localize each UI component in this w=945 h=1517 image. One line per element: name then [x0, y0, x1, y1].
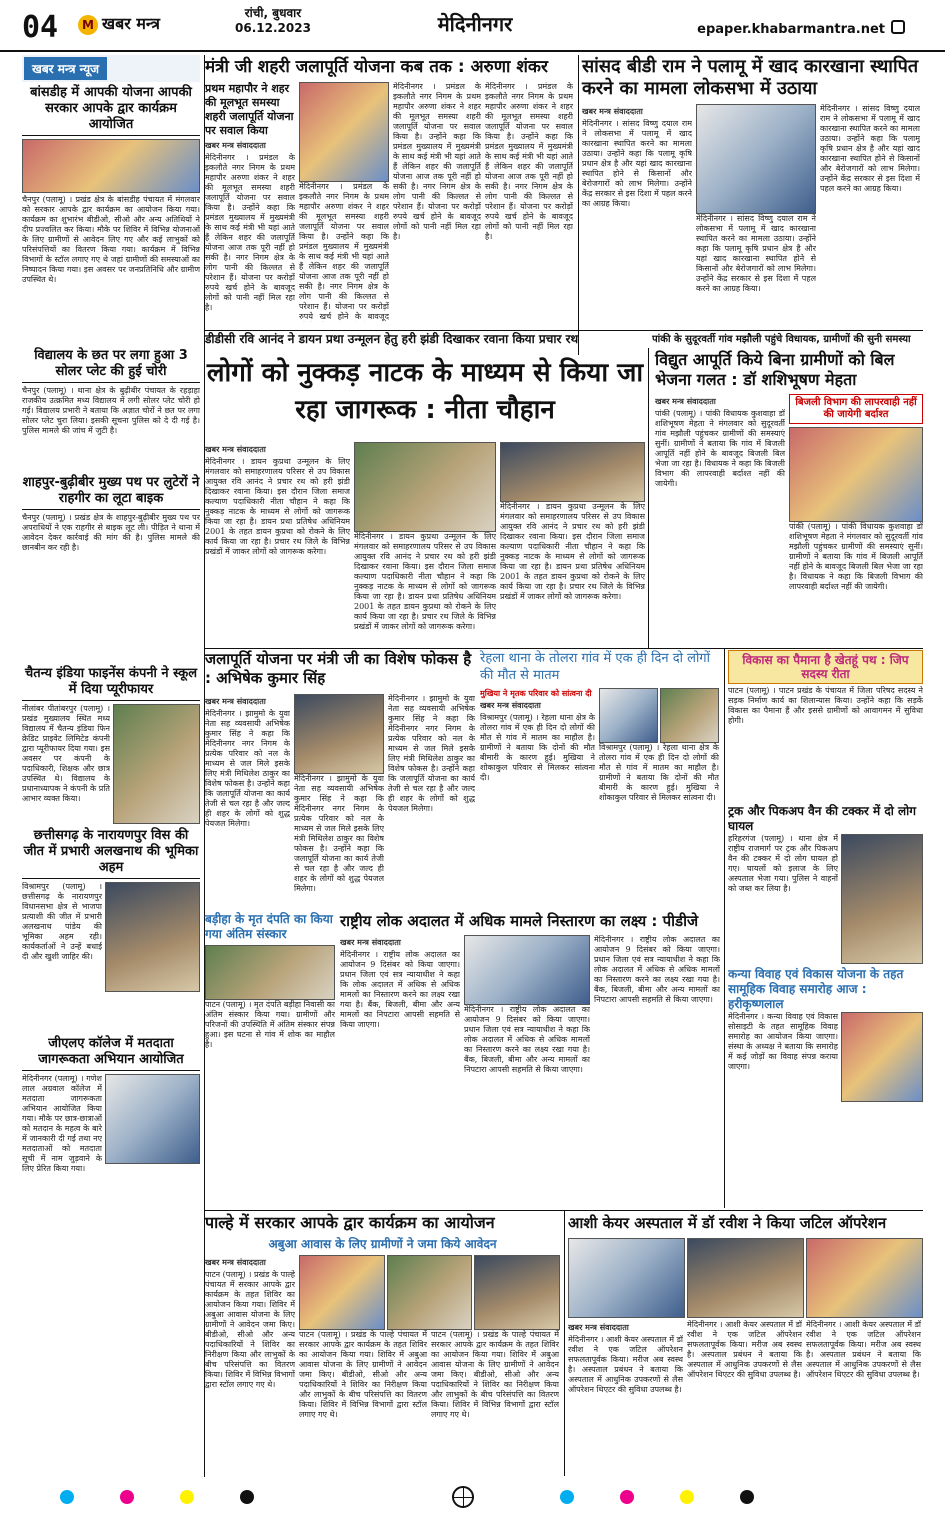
- story-body: मेदिनीनगर । राष्ट्रीय लोक अदालत का आयोजन 9 दिसंबर को किया जाएगा। प्रधान जिला एवं सत्र न्यायाधीश ने कहा कि लोक अदालत में अधिक से अधिक मामलों का निस्तारण करने का लक्ष्य रखा गया है। बैंक, बिजली, बीमा और अन्य मामलों का निपटारा आपसी सहमति से किया जाएगा।: [464, 1005, 590, 1074]
- mehta-story: खबर मन्त्र संवाददाता पांकी (पलामू) । पांकी विधायक कुशवाहा डॉ शशिभूषण मेहता ने मंगलवार को सुदूरवर्ती गांव मझौली पहुंचकर ग्रामीणों की समस्याएं सुनीं। ग्रामीणों ने बताया कि गांव में बिजली आपूर्ति नहीं होने के बावजूद बिजली बिल भेजा जा रहा है। विधायक ने कहा कि बिजली विभाग की लापरवाही बर्दाश्त नहीं की जायेगी। बिजली विभाग की लापरवाही नहीं की जायेगी बर्दाश्त पांकी (पलामू) । पांकी विधायक कुशवाहा डॉ शशिभूषण मेहता ने मंगलवार को सुदूरवर्ती गांव मझौली पहुंचकर ग्रामीणों की समस्याएं सुनीं। ग्रामीणों ने बताया कि गांव में बिजली आपूर्ति नहीं होने के बावजूद बिजली बिल भेजा जा रहा है। विधायक ने कहा कि बिजली विभाग की लापरवाही बर्दाश्त नहीं की जायेगी।: [655, 394, 923, 644]
- lok-story: खबर मन्त्र संवाददाता मेदिनीनगर । राष्ट्रीय लोक अदालत का आयोजन 9 दिसंबर को किया जाएगा। प्रधान जिला एवं सत्र न्यायाधीश ने कहा कि लोक अदालत में अधिक से अधिक मामलों का निस्तारण करने का लक्ष्य रखा गया है। बैंक, बिजली, बीमा और अन्य मामलों का निपटारा आपसी सहमति से किया जाएगा। मेदिनीनगर । राष्ट्रीय लोक अदालत का आयोजन 9 दिसंबर को किया जाएगा। प्रधान जिला एवं सत्र न्यायाधीश ने कहा कि लोक अदालत में अधिक से अधिक मामलों का निस्तारण करने का लक्ष्य रखा गया है। बैंक, बिजली, बीमा और अन्य मामलों का निपटारा आपसी सहमति से किया जाएगा। मेदिनीनगर । राष्ट्रीय लोक अदालत का आयोजन 9 दिसंबर को किया जाएगा। प्रधान जिला एवं सत्र न्यायाधीश ने कहा कि लोक अदालत में अधिक से अधिक मामलों का निस्तारण करने का लक्ष्य रखा गया है। बैंक, बिजली, बीमा और अन्य मामलों का निपटारा आपसी सहमति से किया जाएगा।: [340, 935, 720, 1207]
- sub-head: मुखिया ने मृतक परिवार को सांत्वना दी: [480, 688, 592, 698]
- headline-palhe: पाल्हे में सरकार आपके द्वार कार्यक्रम का आयोजन: [205, 1213, 495, 1232]
- story-headline: शाहपुर-बुढ़ीबीर मुख्य पथ पर लुटेरों ने राहगीर का लूटा बाइक: [22, 475, 200, 510]
- registration-dot: [740, 1490, 754, 1504]
- story-headline: बांसडीह में आपकी योजना आपकी सरकार आपके द्वार कार्यक्रम आयोजित: [22, 85, 200, 136]
- story-body: पांकी (पलामू) । पांकी विधायक कुशवाहा डॉ शशिभूषण मेहता ने मंगलवार को सुदूरवर्ती गांव मझौली पहुंचकर ग्रामीणों की समस्याएं सुनीं। ग्रामीणों ने बताया कि गांव में बिजली आपूर्ति नहीं होने के बावजूद बिजली बिल भेजा जा रहा है। विधायक ने कहा कि बिजली विभाग की लापरवाही बर्दाश्त नहीं की जायेगी।: [655, 409, 785, 488]
- story-body: मेदिनीनगर । झामुमो के युवा नेता सह व्यवसायी अभिषेक कुमार सिंह ने कहा कि मेदिनीनगर नगर निगम के प्रत्येक परिवार को नल के माध्यम से जल मिले इसके लिए मंत्री मिथिलेश ठाकुर का विशेष फोकस है। उन्होंने कहा कि जलापूर्ति योजना का कार्य तेजी से चल रहा है और जल्द ही शहर के लोगों को शुद्ध पेयजल मिलेगा।: [388, 694, 475, 813]
- story-photo: [474, 1255, 560, 1330]
- story-photo: [299, 1255, 385, 1330]
- story-body: पाटन (पलामू) । प्रखंड के पाल्हे पंचायत में सरकार आपके द्वार कार्यक्रम के तहत शिविर का आयोजन किया गया। शिविर में अबुआ आवास योजना के लिए ग्रामीणों ने आवेदन जमा किए। बीडीओ, सीओ और अन्य पदाधिकारियों ने शिविर का निरीक्षण किया और लाभुकों के बीच परिसंपत्ति का वितरण किया। शिविर में विभिन्न विभागों द्वारा स्टॉल लगाए गए थे।: [299, 1330, 427, 1419]
- logo: M खबर मन्त्र: [78, 12, 160, 35]
- story-body: पाटन (पलामू) । प्रखंड के पाल्हे पंचायत में सरकार आपके द्वार कार्यक्रम के तहत शिविर का आयोजन किया गया। शिविर में अबुआ आवास योजना के लिए ग्रामीणों ने आवेदन जमा किए। बीडीओ, सीओ और अन्य पदाधिकारियों ने शिविर का निरीक्षण किया और लाभुकों के बीच परिसंपत्ति का वितरण किया। शिविर में विभिन्न विभागों द्वारा स्टॉल लगाए गए थे।: [431, 1330, 559, 1419]
- story-body: चैनपुर (पलामू) । थाना क्षेत्र के बुढ़ीबीर पंचायत के रहड़ाहा राजकीय उत्क्रमित मध्य विद्यालय में लगी सोलर प्लेट चोरी हो गई। विद्यालय प्रभारी ने बताया कि अज्ञात चोरों ने छत पर लगा सोलर प्लेट चुरा लिया। इसकी सूचना पुलिस को दे दी गई है। पुलिस मामले की जांच में जुटी है।: [22, 386, 200, 435]
- story-body: मेदिनीनगर । सांसद विष्णु दयाल राम ने लोकसभा में पलामू में खाद कारखाना स्थापित करने का मामला उठाया। उन्होंने कहा कि पलामू कृषि प्रधान क्षेत्र है और यहां खाद कारखाना स्थापित होने से किसानों और बेरोजगारों को लाभ मिलेगा। उन्होंने केंद्र सरकार से इस दिशा में पहल करने का आग्रह किया।: [582, 119, 692, 208]
- obit-story: [205, 945, 335, 1205]
- column-rule: [564, 1210, 565, 1476]
- story-body: पाटन (पलामू) । मृत दंपति बड़ीहा निवासी का अंतिम संस्कार किया गया। ग्रामीणों और परिजनों की उपस्थिति में अंतिम संस्कार संपन्न हुआ। इस घटना से गांव में शोक का माहौल है।: [205, 1000, 335, 1049]
- rehla-story: मुखिया ने मृतक परिवार को सांत्वना दी खबर मन्त्र संवाददाता विश्रामपुर (पलामू) । रेहला थाना क्षेत्र के तोलरा गांव में एक ही दिन दो लोगों की मौत से गांव में मातम का माहौल है। ग्रामीणों ने बताया कि दोनों की मौत बीमारी के कारण हुई। मुखिया ने शोकाकुल परिवार से मिलकर सांत्वना दी। विश्रामपुर (पलामू) । रेहला थाना क्षेत्र के तोलरा गांव में एक ही दिन दो लोगों की मौत से गांव में मातम का माहौल है। ग्रामीणों ने बताया कि दोनों की मौत बीमारी के कारण हुई। मुखिया ने शोकाकुल परिवार से मिलकर सांत्वना दी।: [480, 688, 720, 908]
- lead-text: प्रथम महापौर ने शहर की मूलभूत समस्या शहरी जलापूर्ति योजना पर सवाल किया: [205, 82, 294, 137]
- story-body: मेदिनीनगर । कन्या विवाह एवं विकास सोसाइटी के तहत सामूहिक विवाह समारोह का आयोजन किया जाएगा। संस्था के अध्यक्ष ने बताया कि समारोह में कई जोड़ों का विवाह संपन्न कराया जाएगा।: [728, 1012, 838, 1071]
- headline-mehta: विद्युत आपूर्ति किये बिना ग्रामीणों को बिल भेजना गलत : डॉ शशिभूषण मेहता: [655, 350, 895, 389]
- epaper-url[interactable]: epaper.khabarmantra.net: [697, 22, 885, 37]
- strip-headline: डीडीसी रवि आनंद ने डायन प्रथा उन्मूलन हेतु हरी झंडी दिखाकर रवाना किया प्रचार रथ: [205, 332, 579, 346]
- story-headline: जीएलए कॉलेज में मतदाता जागरूकता अभियान आयोजित: [22, 1036, 200, 1071]
- registration-crosshair-icon: [452, 1486, 474, 1508]
- left-column: [22, 55, 200, 1477]
- column-rule: [578, 55, 579, 355]
- headline-ashi: आशी केयर अस्पताल में डॉ रवीश ने किया जटिल ऑपरेशन: [568, 1214, 887, 1232]
- story-photo: [105, 1074, 200, 1164]
- story-body: मेदिनीनगर । डायन कुप्रथा उन्मूलन के लिए मंगलवार को समाहरणालय परिसर से उप विकास आयुक्त रवि आनंद ने प्रचार रथ को हरी झंडी दिखाकर रवाना किया। इस दौरान जिला समाज कल्याण पदाधिकारी नीता चौहान ने कहा कि नुक्कड़ नाटक के माध्यम से लोगों को जागरूक किया जा रहा है। डायन प्रथा प्रतिषेध अधिनियम 2001 के तहत डायन कुप्रथा को रोकने के लिए कार्य किया जा रहा है। प्रचार रथ जिले के विभिन्न प्रखंडों में जाकर लोगों को जागरूक करेगा।: [354, 532, 496, 631]
- story-body: पाटन (पलामू) । प्रखंड के पाल्हे पंचायत में सरकार आपके द्वार कार्यक्रम के तहत शिविर का आयोजन किया गया। शिविर में अबुआ आवास योजना के लिए ग्रामीणों ने आवेदन जमा किए। बीडीओ, सीओ और अन्य पदाधिकारियों ने शिविर का निरीक्षण किया और लाभुकों के बीच परिसंपत्ति का वितरण किया। शिविर में विभिन्न विभागों द्वारा स्टॉल लगाए गए थे।: [205, 1270, 295, 1389]
- masthead: [0, 0, 945, 52]
- byline: खबर मन्त्र संवाददाता: [205, 141, 266, 150]
- story-photo: [354, 442, 496, 532]
- story-body: मेदिनीनगर । प्रमंडल के इकलौते नगर निगम के प्रथम महापौर अरुणा शंकर ने शहर की मूलभूत समस्या शहरी जलापूर्ति योजना पर सवाल किया है। उन्होंने कहा कि प्रमंडल मुख्यालय में मुख्यमंत्री के साथ कई मंत्री भी यहां आते हैं लेकिन शहर की जलापूर्ति योजना आज तक पूरी नहीं हो सकी है। नगर निगम क्षेत्र के लोग पानी की किल्लत से परेशान हैं। योजना पर करोड़ों रुपये खर्च होने के बावजूद लोगों को पानी नहीं मिल रहा है।: [205, 153, 295, 312]
- story-body: विश्रामपुर (पलामू) । रेहला थाना क्षेत्र के तोलरा गांव में एक ही दिन दो लोगों की मौत से गांव में मातम का माहौल है। ग्रामीणों ने बताया कि दोनों की मौत बीमारी के कारण हुई। मुखिया ने शोकाकुल परिवार से मिलकर सांत्वना दी।: [480, 713, 595, 782]
- palhe-story: अबुआ आवास के लिए ग्रामीणों ने जमा किये आवेदन खबर मन्त्र संवाददाता पाटन (पलामू) । प्रखंड के पाल्हे पंचायत में सरकार आपके द्वार कार्यक्रम के तहत शिविर का आयोजन किया गया। शिविर में अबुआ आवास योजना के लिए ग्रामीणों ने आवेदन जमा किए। बीडीओ, सीओ और अन्य पदाधिकारियों ने शिविर का निरीक्षण किया और लाभुकों के बीच परिसंपत्ति का वितरण किया। शिविर में विभिन्न विभागों द्वारा स्टॉल लगाए गए थे। पाटन (पलामू) । प्रखंड के पाल्हे पंचायत में सरकार आपके द्वार कार्यक्रम के तहत शिविर का आयोजन किया गया। शिविर में अबुआ आवास योजना के लिए ग्रामीणों ने आवेदन जमा किए। बीडीओ, सीओ और अन्य पदाधिकारियों ने शिविर का निरीक्षण किया और लाभुकों के बीच परिसंपत्ति का वितरण किया। शिविर में विभिन्न विभागों द्वारा स्टॉल लगाए गए थे। पाटन (पलामू) । प्रखंड के पाल्हे पंचायत में सरकार आपके द्वार कार्यक्रम के तहत शिविर का आयोजन किया गया। शिविर में अबुआ आवास योजना के लिए ग्रामीणों ने आवेदन जमा किए। बीडीओ, सीओ और अन्य पदाधिकारियों ने शिविर का निरीक्षण किया और लाभुकों के बीच परिसंपत्ति का वितरण किया। शिविर में विभिन्न विभागों द्वारा स्टॉल लगाए गए थे।: [205, 1236, 560, 1476]
- portrait-photo: [299, 82, 389, 182]
- story-photo: [500, 442, 645, 502]
- story-body: मेदिनीनगर (पलामू) । गणेश लाल अग्रवाल कॉलेज में मतदाता जागरूकता अभियान आयोजित किया गया। मौके पर छात्र-छात्राओं को मतदान के महत्व के बारे में जानकारी दी गई तथा नए मतदाताओं को मतदाता सूची में नाम जुड़वाने के लिए प्रेरित किया गया।: [22, 1074, 102, 1173]
- headline-rita: विकास का पैमाना है खेतहूं पथ : जिप सदस्य रीता: [728, 650, 923, 684]
- story-body: हरिहरगंज (पलामू) । थाना क्षेत्र में राष्ट्रीय राजमार्ग पर ट्रक और पिकअप वैन की टक्कर में दो लोग घायल हो गए। घायलों को इलाज के लिए अस्पताल भेजा गया। पुलिस ने वाहनों को जब्त कर लिया है।: [728, 834, 838, 893]
- sub-head: अबुआ आवास के लिए ग्रामीणों ने जमा किये आवेदन: [268, 1237, 497, 1251]
- registration-dot: [240, 1490, 254, 1504]
- portrait-photo: [660, 688, 719, 743]
- story-body: मेदिनीनगर । आशी केयर अस्पताल में डॉ रवीश ने एक जटिल ऑपरेशन सफलतापूर्वक किया। मरीज अब स्वस्थ है। अस्पताल प्रबंधन ने बताया कि अस्पताल में आधुनिक उपकरणों से लैस ऑपरेशन थिएटर की सुविधा उपलब्ध है।: [806, 1320, 921, 1379]
- story-photo: [568, 1238, 685, 1318]
- story-body: नीलांबर पीतांबरपुर (पलामू) । प्रखंड मुख्यालय स्थित मध्य विद्यालय में चैतन्य इंडिया फिन क्रेडिट प्राइवेट लिमिटेड कंपनी द्वारा प्यूरीफायर दिया गया। इस अवसर पर कंपनी के पदाधिकारी, शिक्षक और छात्र उपस्थित थे। विद्यालय के प्रधानाध्यापक ने कंपनी के प्रति आभार व्यक्त किया।: [22, 704, 110, 803]
- headline-lok-adalat: राष्ट्रीय लोक अदालत में अधिक मामले निस्तारण का लक्ष्य : पीडीजे: [340, 912, 699, 930]
- story-body: मेदिनीनगर । प्रमंडल के इकलौते नगर निगम के प्रथम महापौर अरुणा शंकर ने शहर की मूलभूत समस्या शहरी जलापूर्ति योजना पर सवाल किया है। उन्होंने कहा कि प्रमंडल मुख्यालय में मुख्यमंत्री के साथ कई मंत्री भी यहां आते हैं लेकिन शहर की जलापूर्ति योजना आज तक पूरी नहीं हो सकी है। नगर निगम क्षेत्र के लोग पानी की किल्लत से परेशान हैं। योजना पर करोड़ों रुपये खर्च होने के बावजूद लोगों को पानी नहीं मिल रहा है।: [393, 82, 481, 241]
- date-line: रांची, बुधवार 06.12.2023: [235, 6, 311, 35]
- story-headline: छत्तीसगढ़ के नारायणपुर विस की जीत में प्रभारी अलखनाथ की भूमिका अहम: [22, 828, 200, 879]
- highlight-box: बिजली विभाग की लापरवाही नहीं की जायेगी बर्दाश्त: [789, 394, 923, 424]
- story-photo: [841, 1012, 923, 1102]
- page-number: 04: [22, 10, 59, 45]
- story-body: पांकी (पलामू) । पांकी विधायक कुशवाहा डॉ शशिभूषण मेहता ने मंगलवार को सुदूरवर्ती गांव मझौली पहुंचकर ग्रामीणों की समस्याएं सुनीं। ग्रामीणों ने बताया कि गांव में बिजली आपूर्ति नहीं होने के बावजूद बिजली बिल भेजा जा रहा है। विधायक ने कहा कि बिजली विभाग की लापरवाही बर्दाश्त नहीं की जायेगी।: [789, 522, 923, 591]
- headline-truck: ट्रक और पिकअप वैन की टक्कर में दो लोग घायल: [728, 804, 917, 833]
- section-tag: खबर मन्त्र न्यूज: [24, 57, 107, 80]
- story-photo: [806, 1238, 923, 1318]
- story-photo: [841, 834, 923, 964]
- story-headline: विद्यालय के छत पर लगा हुआ 3 सोलर प्लेट की हुई चोरी: [22, 348, 200, 383]
- edition-title: मेदिनीनगर: [437, 12, 513, 36]
- registration-dot: [60, 1490, 74, 1504]
- registration-dot: [680, 1490, 694, 1504]
- headline-vivah: कन्या विवाह एवं विकास योजना के तहत सामूहिक विवाह समारोह आज : हरीकृष्णलाल: [728, 967, 904, 1011]
- story-photo: [789, 427, 923, 522]
- headline-aruna: मंत्री जी शहरी जलापूर्ति योजना कब तक : अरुणा शंकर: [205, 57, 548, 77]
- headline-bdram: सांसद बीडी राम ने पलामू में खाद कारखाना स्थापित करने का मामला लोकसभा में उठाया: [582, 56, 919, 99]
- story-body: मेदिनीनगर । राष्ट्रीय लोक अदालत का आयोजन 9 दिसंबर को किया जाएगा। प्रधान जिला एवं सत्र न्यायाधीश ने कहा कि लोक अदालत में अधिक से अधिक मामलों का निस्तारण करने का लक्ष्य रखा गया है। बैंक, बिजली, बीमा और अन्य मामलों का निपटारा आपसी सहमति से किया जाएगा।: [594, 935, 720, 1004]
- story-body: मेदिनीनगर । डायन कुप्रथा उन्मूलन के लिए मंगलवार को समाहरणालय परिसर से उप विकास आयुक्त रवि आनंद ने प्रचार रथ को हरी झंडी दिखाकर रवाना किया। इस दौरान जिला समाज कल्याण पदाधिकारी नीता चौहान ने कहा कि नुक्कड़ नाटक के माध्यम से लोगों को जागरूक किया जा रहा है। डायन प्रथा प्रतिषेध अधिनियम 2001 के तहत डायन कुप्रथा को रोकने के लिए कार्य किया जा रहा है। प्रचार रथ जिले के विभिन्न प्रखंडों में जाकर लोगों को जागरूक करेगा।: [500, 502, 645, 601]
- main-headline: लोगों को नुक्कड़ नाटक के माध्यम से किया जा रहा जागरूक : नीता चौहान: [206, 358, 644, 425]
- story-body: मेदिनीनगर । प्रमंडल के इकलौते नगर निगम के प्रथम महापौर अरुणा शंकर ने शहर की मूलभूत समस्या शहरी जलापूर्ति योजना पर सवाल किया है। उन्होंने कहा कि प्रमंडल मुख्यालय में मुख्यमंत्री के साथ कई मंत्री भी यहां आते हैं लेकिन शहर की जलापूर्ति योजना आज तक पूरी नहीं हो सकी है। नगर निगम क्षेत्र के लोग पानी की किल्लत से परेशान हैं। योजना पर करोड़ों रुपये खर्च होने के बावजूद लोगों को पानी नहीं मिल रहा है।: [485, 82, 573, 241]
- story-body: मेदिनीनगर । राष्ट्रीय लोक अदालत का आयोजन 9 दिसंबर को किया जाएगा। प्रधान जिला एवं सत्र न्यायाधीश ने कहा कि लोक अदालत में अधिक से अधिक मामलों का निस्तारण करने का लक्ष्य रखा गया है। बैंक, बिजली, बीमा और अन्य मामलों का निपटारा आपसी सहमति से किया जाएगा।: [340, 950, 460, 1029]
- bdram-story: खबर मन्त्र संवाददाता मेदिनीनगर । सांसद विष्णु दयाल राम ने लोकसभा में पलामू में खाद कारखाना स्थापित करने का मामला उठाया। उन्होंने कहा कि पलामू कृषि प्रधान क्षेत्र है और यहां खाद कारखाना स्थापित होने से किसानों और बेरोजगारों को लाभ मिलेगा। उन्होंने केंद्र सरकार से इस दिशा में पहल करने का आग्रह किया। मेदिनीनगर । सांसद विष्णु दयाल राम ने लोकसभा में पलामू में खाद कारखाना स्थापित करने का मामला उठाया। उन्होंने कहा कि पलामू कृषि प्रधान क्षेत्र है और यहां खाद कारखाना स्थापित होने से किसानों और बेरोजगारों को लाभ मिलेगा। उन्होंने केंद्र सरकार से इस दिशा में पहल करने का आग्रह किया। मेदिनीनगर । सांसद विष्णु दयाल राम ने लोकसभा में पलामू में खाद कारखाना स्थापित करने का मामला उठाया। उन्होंने कहा कि पलामू कृषि प्रधान क्षेत्र है और यहां खाद कारखाना स्थापित होने से किसानों और बेरोजगारों को लाभ मिलेगा। उन्होंने केंद्र सरकार से इस दिशा में पहल करने का आग्रह किया।: [582, 104, 922, 332]
- column-rule: [724, 648, 725, 1208]
- story-body: मेदिनीनगर । आशी केयर अस्पताल में डॉ रवीश ने एक जटिल ऑपरेशन सफलतापूर्वक किया। मरीज अब स्वस्थ है। अस्पताल प्रबंधन ने बताया कि अस्पताल में आधुनिक उपकरणों से लैस ऑपरेशन थिएटर की सुविधा उपलब्ध है।: [568, 1335, 683, 1394]
- story-photo: [105, 882, 200, 992]
- story-body: मेदिनीनगर । सांसद विष्णु दयाल राम ने लोकसभा में पलामू में खाद कारखाना स्थापित करने का मामला उठाया। उन्होंने कहा कि पलामू कृषि प्रधान क्षेत्र है और यहां खाद कारखाना स्थापित होने से किसानों और बेरोजगारों को लाभ मिलेगा। उन्होंने केंद्र सरकार से इस दिशा में पहल करने का आग्रह किया।: [820, 104, 920, 193]
- story-photo: [387, 1255, 473, 1330]
- story-photo: [113, 704, 200, 824]
- headline-obit: बड़ीहा के मृत दंपति का किया गया अंतिम संस्कार: [205, 912, 333, 941]
- registration-dot: [620, 1490, 634, 1504]
- ashi-story: खबर मन्त्र संवाददाता मेदिनीनगर । आशी केयर अस्पताल में डॉ रवीश ने एक जटिल ऑपरेशन सफलतापूर्वक किया। मरीज अब स्वस्थ है। अस्पताल प्रबंधन ने बताया कि अस्पताल में आधुनिक उपकरणों से लैस ऑपरेशन थिएटर की सुविधा उपलब्ध है। मेदिनीनगर । आशी केयर अस्पताल में डॉ रवीश ने एक जटिल ऑपरेशन सफलतापूर्वक किया। मरीज अब स्वस्थ है। अस्पताल प्रबंधन ने बताया कि अस्पताल में आधुनिक उपकरणों से लैस ऑपरेशन थिएटर की सुविधा उपलब्ध है। मेदिनीनगर । आशी केयर अस्पताल में डॉ रवीश ने एक जटिल ऑपरेशन सफलतापूर्वक किया। मरीज अब स्वस्थ है। अस्पताल प्रबंधन ने बताया कि अस्पताल में आधुनिक उपकरणों से लैस ऑपरेशन थिएटर की सुविधा उपलब्ध है।: [568, 1238, 923, 1476]
- story-body: मेदिनीनगर । झामुमो के युवा नेता सह व्यवसायी अभिषेक कुमार सिंह ने कहा कि मेदिनीनगर नगर निगम के प्रत्येक परिवार को नल के माध्यम से जल मिले इसके लिए मंत्री मिथिलेश ठाकुर का विशेष फोकस है। उन्होंने कहा कि जलापूर्ति योजना का कार्य तेजी से चल रहा है और जल्द ही शहर के लोगों को शुद्ध पेयजल मिलेगा।: [294, 774, 384, 893]
- nita-story: खबर मन्त्र संवाददाता मेदिनीनगर । डायन कुप्रथा उन्मूलन के लिए मंगलवार को समाहरणालय परिसर से उप विकास आयुक्त रवि आनंद ने प्रचार रथ को हरी झंडी दिखाकर रवाना किया। इस दौरान जिला समाज कल्याण पदाधिकारी नीता चौहान ने कहा कि नुक्कड़ नाटक के माध्यम से लोगों को जागरूक किया जा रहा है। डायन प्रथा प्रतिषेध अधिनियम 2001 के तहत डायन कुप्रथा को रोकने के लिए कार्य किया जा रहा है। प्रचार रथ जिले के विभिन्न प्रखंडों में जाकर लोगों को जागरूक करेगा। मेदिनीनगर । डायन कुप्रथा उन्मूलन के लिए मंगलवार को समाहरणालय परिसर से उप विकास आयुक्त रवि आनंद ने प्रचार रथ को हरी झंडी दिखाकर रवाना किया। इस दौरान जिला समाज कल्याण पदाधिकारी नीता चौहान ने कहा कि नुक्कड़ नाटक के माध्यम से लोगों को जागरूक किया जा रहा है। डायन प्रथा प्रतिषेध अधिनियम 2001 के तहत डायन कुप्रथा को रोकने के लिए कार्य किया जा रहा है। प्रचार रथ जिले के विभिन्न प्रखंडों में जाकर लोगों को जागरूक करेगा। मेदिनीनगर । डायन कुप्रथा उन्मूलन के लिए मंगलवार को समाहरणालय परिसर से उप विकास आयुक्त रवि आनंद ने प्रचार रथ को हरी झंडी दिखाकर रवाना किया। इस दौरान जिला समाज कल्याण पदाधिकारी नीता चौहान ने कहा कि नुक्कड़ नाटक के माध्यम से लोगों को जागरूक किया जा रहा है। डायन प्रथा प्रतिषेध अधिनियम 2001 के तहत डायन कुप्रथा को रोकने के लिए कार्य किया जा रहा है। प्रचार रथ जिले के विभिन्न प्रखंडों में जाकर लोगों को जागरूक करेगा।: [205, 442, 645, 642]
- story-body: चैनपुर (पलामू) । प्रखंड क्षेत्र के बांसडीह पंचायत में मंगलवार को सरकार आपके द्वार कार्यक्रम का आयोजन किया गया। कार्यक्रम का शुभारंभ बीडीओ, सीओ और अन्य अतिथियों ने दीप प्रज्वलित कर किया। मौके पर शिविर में विभिन्न योजनाओं के लिए ग्रामीणों से आवेदन लिए गए और कई लाभुकों को परिसंपत्तियों का वितरण किया गया। कार्यक्रम में विभिन्न विभागों के स्टॉल लगाए गए थे जहां ग्रामीणों की समस्याओं का निष्पादन किया गया। इस अवसर पर जनप्रतिनिधि और ग्रामीण उपस्थित थे।: [22, 195, 200, 284]
- portrait-photo: [294, 694, 384, 774]
- row-rule: [205, 648, 923, 649]
- story-body: पाटन (पलामू) । पाटन प्रखंड के पंचायत में जिला परिषद सदस्य ने सड़क निर्माण कार्य का शिलान्यास किया। उन्होंने कहा कि सड़कें विकास का पैमाना हैं और इससे ग्रामीणों को आवागमन में सुविधा होगी।: [728, 686, 923, 725]
- story-photo: [205, 945, 335, 1000]
- right-column: [728, 650, 923, 1210]
- story-body: मेदिनीनगर । झामुमो के युवा नेता सह व्यवसायी अभिषेक कुमार सिंह ने कहा कि मेदिनीनगर नगर निगम के प्रत्येक परिवार को नल के माध्यम से जल मिले इसके लिए मंत्री मिथिलेश ठाकुर का विशेष फोकस है। उन्होंने कहा कि जलापूर्ति योजना का कार्य तेजी से चल रहा है और जल्द ही शहर के लोगों को शुद्ध पेयजल मिलेगा।: [205, 709, 290, 828]
- row-rule: [205, 330, 923, 331]
- story-body: विश्रामपुर (पलामू) । रेहला थाना क्षेत्र के तोलरा गांव में एक ही दिन दो लोगों की मौत से गांव में मातम का माहौल है। ग्रामीणों ने बताया कि दोनों की मौत बीमारी के कारण हुई। मुखिया ने शोकाकुल परिवार से मिलकर सांत्वना दी।: [599, 743, 719, 802]
- story-headline: चैतन्य इंडिया फाइनेंस कंपनी ने स्कूल में दिया प्यूरीफायर: [22, 666, 200, 701]
- headline-rehla: रेहला थाना के तोलरा गांव में एक ही दिन दो लोगों की मौत से मातम: [480, 651, 710, 683]
- story-photo: [687, 1238, 804, 1318]
- story-body: चैनपुर (पलामू) । प्रखंड क्षेत्र के शाहपुर-बुढ़ीबीर मुख्य पथ पर अपराधियों ने एक राहगीर से बाइक लूट ली। पीड़ित ने थाना में आवेदन देकर कार्रवाई की मांग की है। पुलिस मामले की छानबीन कर रही है।: [22, 513, 200, 552]
- pointer-icon: [891, 20, 905, 34]
- logo-icon: M: [78, 15, 98, 35]
- registration-dot: [120, 1490, 134, 1504]
- story-body: मेदिनीनगर । सांसद विष्णु दयाल राम ने लोकसभा में पलामू में खाद कारखाना स्थापित करने का मामला उठाया। उन्होंने कहा कि पलामू कृषि प्रधान क्षेत्र है और यहां खाद कारखाना स्थापित होने से किसानों और बेरोजगारों को लाभ मिलेगा। उन्होंने केंद्र सरकार से इस दिशा में पहल करने का आग्रह किया।: [696, 214, 816, 293]
- story-photo: [464, 935, 590, 1005]
- strip-headline: पांकी के सुदूरवर्ती गांव मझौली पहुंचे विधायक, ग्रामीणों की सुनी समस्या: [652, 334, 911, 345]
- story-body: मेदिनीनगर । आशी केयर अस्पताल में डॉ रवीश ने एक जटिल ऑपरेशन सफलतापूर्वक किया। मरीज अब स्वस्थ है। अस्पताल प्रबंधन ने बताया कि अस्पताल में आधुनिक उपकरणों से लैस ऑपरेशन थिएटर की सुविधा उपलब्ध है।: [687, 1320, 802, 1379]
- registration-dot: [560, 1490, 574, 1504]
- aruna-story: [205, 82, 575, 327]
- story-body: मेदिनीनगर । प्रमंडल के इकलौते नगर निगम के प्रथम महापौर अरुणा शंकर ने शहर की मूलभूत समस्या शहरी जलापूर्ति योजना पर सवाल किया है। उन्होंने कहा कि प्रमंडल मुख्यालय में मुख्यमंत्री के साथ कई मंत्री भी यहां आते हैं लेकिन शहर की जलापूर्ति योजना आज तक पूरी नहीं हो सकी है। नगर निगम क्षेत्र के लोग पानी की किल्लत से परेशान हैं। योजना पर करोड़ों रुपये खर्च होने के बावजूद: [299, 182, 389, 321]
- registration-dot: [180, 1490, 194, 1504]
- portrait-photo: [696, 104, 816, 214]
- column-rule: [648, 348, 649, 648]
- portrait-photo: [599, 688, 658, 743]
- story-body: विश्रामपुर (पलामू) । छत्तीसगढ़ के नारायणपुर विधानसभा क्षेत्र से भाजपा प्रत्याशी की जीत में प्रभारी अलखनाथ पांडेय की भूमिका अहम रही। कार्यकर्ताओं ने उन्हें बधाई दी और खुशी जाहिर की।: [22, 882, 102, 961]
- headline-abhishek: जलापूर्ति योजना पर मंत्री जी का विशेष फोकस है : अभिषेक कुमार सिंह: [205, 650, 472, 687]
- abhishek-story: खबर मन्त्र संवाददाता मेदिनीनगर । झामुमो के युवा नेता सह व्यवसायी अभिषेक कुमार सिंह ने कहा कि मेदिनीनगर नगर निगम के प्रत्येक परिवार को नल के माध्यम से जल मिले इसके लिए मंत्री मिथिलेश ठाकुर का विशेष फोकस है। उन्होंने कहा कि जलापूर्ति योजना का कार्य तेजी से चल रहा है और जल्द ही शहर के लोगों को शुद्ध पेयजल मिलेगा। मेदिनीनगर । झामुमो के युवा नेता सह व्यवसायी अभिषेक कुमार सिंह ने कहा कि मेदिनीनगर नगर निगम के प्रत्येक परिवार को नल के माध्यम से जल मिले इसके लिए मंत्री मिथिलेश ठाकुर का विशेष फोकस है। उन्होंने कहा कि जलापूर्ति योजना का कार्य तेजी से चल रहा है और जल्द ही शहर के लोगों को शुद्ध पेयजल मिलेगा। मेदिनीनगर । झामुमो के युवा नेता सह व्यवसायी अभिषेक कुमार सिंह ने कहा कि मेदिनीनगर नगर निगम के प्रत्येक परिवार को नल के माध्यम से जल मिले इसके लिए मंत्री मिथिलेश ठाकुर का विशेष फोकस है। उन्होंने कहा कि जलापूर्ति योजना का कार्य तेजी से चल रहा है और जल्द ही शहर के लोगों को शुद्ध पेयजल मिलेगा।: [205, 694, 475, 909]
- story-photo: [22, 139, 200, 193]
- story-body: मेदिनीनगर । डायन कुप्रथा उन्मूलन के लिए मंगलवार को समाहरणालय परिसर से उप विकास आयुक्त रवि आनंद ने प्रचार रथ को हरी झंडी दिखाकर रवाना किया। इस दौरान जिला समाज कल्याण पदाधिकारी नीता चौहान ने कहा कि नुक्कड़ नाटक के माध्यम से लोगों को जागरूक किया जा रहा है। डायन प्रथा प्रतिषेध अधिनियम 2001 के तहत डायन कुप्रथा को रोकने के लिए कार्य किया जा रहा है। प्रचार रथ जिले के विभिन्न प्रखंडों में जाकर लोगों को जागरूक करेगा।: [205, 457, 350, 556]
